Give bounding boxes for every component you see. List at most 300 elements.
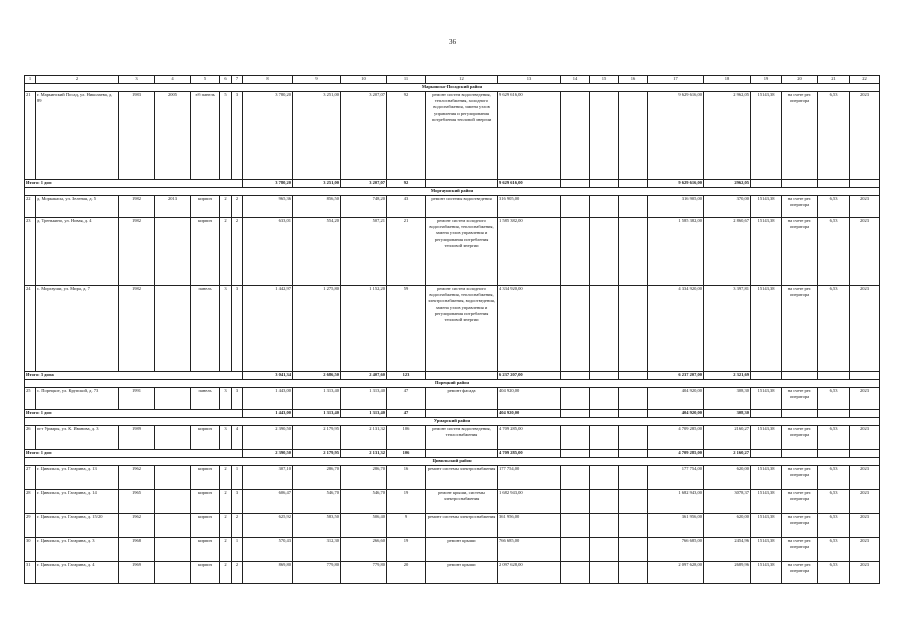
cell-c11: 16 [387,466,426,490]
cell-addr: г. Цивильск, ул. Гагарина, д. 3 [36,538,119,562]
cell-c8: 625,92 [243,514,293,538]
column-number-1: 1 [25,76,36,84]
cell-c9: 286,70 [293,466,341,490]
total-c15 [590,180,619,188]
total-label: Итого: 1 дом [25,410,243,418]
total-c12 [426,410,498,418]
cell-c3: 1962 [119,514,155,538]
cell-c4 [155,388,191,410]
district-name: Марьинско-Посадский район [25,84,880,92]
total-c12 [426,180,498,188]
table-row [25,92,880,180]
cell-c5: кирпич [191,562,220,584]
cell-c10: 266,60 [341,538,387,562]
total-c22 [850,410,880,418]
cell-c8: 3 780,20 [243,92,293,180]
total-c8: 2 390,50 [243,450,293,458]
column-number-10: 10 [341,76,387,84]
cell-c4 [155,514,191,538]
cell-n: 25 [25,388,36,410]
total-c17: 9 629 616,00 [648,180,704,188]
cell-c4 [155,286,191,372]
cell-c19: 15143,38 [751,286,782,372]
cell-c22: 2023 [850,196,880,218]
cell-c7: 3 [232,92,243,180]
total-c20 [782,450,818,458]
cell-c6: 2 [220,490,232,514]
cell-c22: 2023 [850,538,880,562]
cell-c12: ремонт фасада [426,388,498,410]
cell-c16 [619,514,648,538]
district-name: Моргаушский район [25,188,880,196]
cell-c12: ремонт систем водоотведения, теплоснабжения, холодного водоснабжения, замена узлов управления и регулирования потребления тепловой энергии [426,92,498,180]
cell-c18: 370,00 [704,196,751,218]
total-label: Итого: 3 дома [25,372,243,380]
cell-c20: на счете рег. оператора [782,388,818,410]
cell-c18: 2454,96 [704,538,751,562]
cell-c19: 15143,38 [751,562,782,584]
cell-c9: 1 275,80 [293,286,341,372]
cell-c4 [155,562,191,584]
total-c17: 4 709 285,00 [648,450,704,458]
cell-c4: 2005 [155,92,191,180]
cell-c3: 1989 [119,426,155,450]
cell-c21: 6,53 [818,562,850,584]
cell-c21: 6,53 [818,388,850,410]
cell-n: 26 [25,426,36,450]
total-c9: 2 686,50 [293,372,341,380]
cell-c20: на счете рег. оператора [782,490,818,514]
cell-addr: д. Моркакасы, ул. Зеленая, д. 5 [36,196,119,218]
total-c13: 6 237 207,00 [498,372,561,380]
cell-c17: 2 097 628,00 [648,562,704,584]
cell-c9: 546,70 [293,490,341,514]
cell-c9: 3 251,00 [293,92,341,180]
total-c17: 404 920,00 [648,410,704,418]
cell-c9: 1 313,40 [293,388,341,410]
cell-c11: 20 [387,562,426,584]
cell-c9: 583,50 [293,514,341,538]
total-c14 [561,450,590,458]
cell-c4: 2013 [155,196,191,218]
cell-c13: 4 709 285,00 [498,426,561,450]
total-c22 [850,372,880,380]
table-row [25,218,880,286]
cell-c22: 2023 [850,426,880,450]
total-label: Итого: 1 дом [25,450,243,458]
cell-c15 [590,196,619,218]
cell-addr: с. Моргауши, ул. Мира, д. 7 [36,286,119,372]
cell-c13: 766 685,00 [498,538,561,562]
cell-c5: панель [191,388,220,410]
total-c15 [590,372,619,380]
cell-c18: 308,30 [704,388,751,410]
cell-c18: 3078,37 [704,490,751,514]
cell-c5: кирпич [191,218,220,286]
cell-c21: 6,53 [818,218,850,286]
cell-c22: 2023 [850,92,880,180]
column-number-16: 16 [619,76,648,84]
cell-c6: 3 [220,426,232,450]
cell-c6: 2 [220,466,232,490]
total-c10: 1 313,40 [341,410,387,418]
total-label: Итого: 1 дом [25,180,243,188]
cell-c7: 2 [232,218,243,286]
cell-c20: на счете рег. оператора [782,218,818,286]
cell-c10: 779,80 [341,562,387,584]
cell-c17: 1 682 943,00 [648,490,704,514]
cell-c21: 6,53 [818,490,850,514]
total-c13: 9 629 616,00 [498,180,561,188]
cell-c19: 15143,38 [751,490,782,514]
cell-c12: ремонт систем холодного водоснабжения, теплоснабжения, электроснабжения, водоотведения, замена узлов управления и регулирования потребления тепловой энергии [426,286,498,372]
cell-c20: на счете рег. оператора [782,562,818,584]
cell-c21: 6,53 [818,466,850,490]
total-c20 [782,410,818,418]
cell-c7: 2 [232,514,243,538]
column-number-7: 7 [232,76,243,84]
cell-c10: 1 313,40 [341,388,387,410]
cell-n: 22 [25,196,36,218]
cell-c10: 3 207,07 [341,92,387,180]
district-header-row [25,380,880,388]
cell-c5: кирпич [191,196,220,218]
cell-c13: 9 629 616,00 [498,92,561,180]
cell-c5: кирпич [191,514,220,538]
cell-c8: 307,10 [243,466,293,490]
total-c17: 6 237 207,00 [648,372,704,380]
cell-c3: 1968 [119,538,155,562]
cell-c11: 21 [387,218,426,286]
cell-c10: 506,40 [341,514,387,538]
cell-c8: 1 443,00 [243,388,293,410]
table-row [25,490,880,514]
cell-c7: 1 [232,538,243,562]
column-number-6: 6 [220,76,232,84]
column-number-20: 20 [782,76,818,84]
cell-c3: 1983 [119,92,155,180]
cell-c17: 4 334 920,00 [648,286,704,372]
cell-c21: 6,53 [818,286,850,372]
cell-c19: 15143,38 [751,92,782,180]
cell-c7: 3 [232,388,243,410]
cell-c15 [590,218,619,286]
cell-c12: ремонт систем водоотведения, теплоснабжения [426,426,498,450]
cell-addr: г. Цивильск, ул. Гагарина, д. 15/20 [36,514,119,538]
cell-c22: 2023 [850,286,880,372]
total-c11: 106 [387,450,426,458]
cell-c11: 43 [387,196,426,218]
cell-c18: 2 962,05 [704,92,751,180]
table-row [25,196,880,218]
cell-c10: 546,70 [341,490,387,514]
cell-c11: 9 [387,514,426,538]
district-total-row [25,372,880,380]
cell-c10: 507,21 [341,218,387,286]
cell-addr: г. Цивильск, ул. Гагарина, д. 4 [36,562,119,584]
total-c16 [619,410,648,418]
cell-c18: 620,00 [704,466,751,490]
cell-c14 [561,426,590,450]
cell-c5: кирпич [191,426,220,450]
cell-c3: 1991 [119,388,155,410]
cell-c19: 15143,38 [751,426,782,450]
cell-c13: 2 097 628,00 [498,562,561,584]
cell-c17: 177 754,00 [648,466,704,490]
total-c22 [850,450,880,458]
cell-c6: 2 [220,514,232,538]
cell-c11: 19 [387,538,426,562]
cell-c6: 2 [220,196,232,218]
cell-c15 [590,514,619,538]
cell-c14 [561,490,590,514]
cell-c12: ремонт системы водоотведения [426,196,498,218]
cell-c6: 2 [220,218,232,286]
total-c18: 2962,05 [704,180,751,188]
cell-c5: кирпич [191,466,220,490]
total-c12 [426,450,498,458]
cell-c15 [590,466,619,490]
cell-c15 [590,388,619,410]
cell-c8: 965,36 [243,196,293,218]
total-c8: 3 041,34 [243,372,293,380]
total-c16 [619,180,648,188]
column-number-12: 12 [426,76,498,84]
cell-c7: 3 [232,490,243,514]
total-c15 [590,450,619,458]
cell-n: 30 [25,538,36,562]
cell-c8: 570,43 [243,538,293,562]
cell-c14 [561,286,590,372]
total-c16 [619,450,648,458]
total-c20 [782,372,818,380]
district-header-row [25,458,880,466]
cell-c8: 633,01 [243,218,293,286]
cell-c13: 177 754,00 [498,466,561,490]
cell-c13: 1 682 943,00 [498,490,561,514]
cell-c9: 779,80 [293,562,341,584]
cell-c21: 6,53 [818,92,850,180]
district-name: Цивильский район [25,458,880,466]
district-total-row [25,410,880,418]
cell-c6: 2 [220,538,232,562]
cell-c18: 3 397,81 [704,286,751,372]
cell-c14 [561,514,590,538]
cell-c19: 15143,38 [751,466,782,490]
cell-c7: 2 [232,562,243,584]
cell-c22: 2023 [850,514,880,538]
cell-c22: 2023 [850,490,880,514]
cell-c19: 15143,38 [751,388,782,410]
table-row [25,388,880,410]
cell-c19: 15143,38 [751,218,782,286]
cell-c17: 316 905,00 [648,196,704,218]
cell-c15 [590,92,619,180]
column-number-4: 4 [155,76,191,84]
column-number-19: 19 [751,76,782,84]
cell-c17: 4 709 285,00 [648,426,704,450]
cell-c12: ремонт крыши [426,538,498,562]
cell-c15 [590,490,619,514]
total-c14 [561,180,590,188]
cell-c22: 2023 [850,388,880,410]
cell-c16 [619,426,648,450]
cell-c16 [619,196,648,218]
cell-c8: 869,80 [243,562,293,584]
total-c15 [590,410,619,418]
cell-n: 21 [25,92,36,180]
cell-n: 28 [25,490,36,514]
column-number-13: 13 [498,76,561,84]
cell-c4 [155,490,191,514]
cell-c8: 606,47 [243,490,293,514]
total-c22 [850,180,880,188]
cell-c4 [155,538,191,562]
cell-n: 24 [25,286,36,372]
table-row [25,286,880,372]
table-row [25,538,880,562]
cell-c6: 3 [220,286,232,372]
cell-addr: пгт Урмары, ул. К. Иванова, д. 3 [36,426,119,450]
cell-addr: г. Цивильск, ул. Гагарина, д. 13 [36,466,119,490]
total-c18: 308,30 [704,410,751,418]
district-name: Урмарский район [25,418,880,426]
cell-c17: 9 629 616,00 [648,92,704,180]
cell-c16 [619,466,648,490]
district-header-row [25,188,880,196]
cell-c16 [619,538,648,562]
cell-c20: на счете рег. оператора [782,92,818,180]
cell-c10: 748,20 [341,196,387,218]
cell-c17: 361 956,00 [648,514,704,538]
cell-c4 [155,426,191,450]
cell-c18: 620,00 [704,514,751,538]
column-number-row [25,76,880,84]
capital-repair-register-table [24,75,880,584]
cell-c21: 6,53 [818,196,850,218]
cell-c11: 92 [387,92,426,180]
cell-c12: ремонт крыши [426,562,498,584]
cell-addr: с. Порецкое, ул. Крупской, д. 73 [36,388,119,410]
cell-c20: на счете рег. оператора [782,514,818,538]
total-c11: 92 [387,180,426,188]
total-c21 [818,372,850,380]
cell-c11: 59 [387,286,426,372]
cell-c12: ремонт системы электроснабжения [426,514,498,538]
cell-c21: 6,53 [818,538,850,562]
cell-c11: 19 [387,490,426,514]
total-c9: 2 179,95 [293,450,341,458]
cell-c3: 1962 [119,466,155,490]
cell-c3: 1982 [119,286,155,372]
cell-c14 [561,388,590,410]
cell-c14 [561,538,590,562]
cell-c15 [590,538,619,562]
cell-c5: панель [191,286,220,372]
cell-c14 [561,218,590,286]
cell-n: 27 [25,466,36,490]
cell-c20: на счете рег. оператора [782,538,818,562]
column-number-9: 9 [293,76,341,84]
cell-c5: кирпич [191,490,220,514]
total-c20 [782,180,818,188]
total-c11: 123 [387,372,426,380]
cell-c11: 47 [387,388,426,410]
column-number-14: 14 [561,76,590,84]
cell-c16 [619,286,648,372]
cell-c14 [561,196,590,218]
total-c18: 2 160,27 [704,450,751,458]
cell-c21: 6,53 [818,514,850,538]
cell-c8: 1 442,97 [243,286,293,372]
cell-c16 [619,388,648,410]
cell-c3: 1969 [119,562,155,584]
cell-n: 29 [25,514,36,538]
cell-c15 [590,286,619,372]
cell-c16 [619,490,648,514]
cell-c13: 404 920,00 [498,388,561,410]
cell-c9: 554,20 [293,218,341,286]
cell-addr: г. Марьинский Посад, ул. Николаева, д. 89 [36,92,119,180]
cell-c7: 1 [232,466,243,490]
cell-c22: 2023 [850,218,880,286]
cell-c12: ремонт систем холодного водоснабжения, теплоснабжения, замена узлов управления и регулирования потребления тепловой энергии [426,218,498,286]
cell-c9: 2 179,95 [293,426,341,450]
total-c19 [751,410,782,418]
column-number-22: 22 [850,76,880,84]
cell-c12: ремонт системы электроснабжения [426,466,498,490]
cell-c14 [561,92,590,180]
cell-c16 [619,562,648,584]
cell-c3: 1965 [119,490,155,514]
cell-c7: 2 [232,196,243,218]
cell-c17: 404 920,00 [648,388,704,410]
total-c21 [818,180,850,188]
cell-c15 [590,426,619,450]
column-number-5: 5 [191,76,220,84]
cell-c11: 106 [387,426,426,450]
column-number-17: 17 [648,76,704,84]
cell-c6: 5 [220,92,232,180]
cell-c10: 286,70 [341,466,387,490]
total-c21 [818,410,850,418]
total-c10: 2 407,60 [341,372,387,380]
page-number: 36 [449,38,456,46]
table-row [25,562,880,584]
cell-c20: на счете рег. оператора [782,466,818,490]
cell-c13: 361 956,00 [498,514,561,538]
cell-n: 31 [25,562,36,584]
cell-c10: 2 131,32 [341,426,387,450]
cell-c22: 2023 [850,466,880,490]
cell-c14 [561,562,590,584]
cell-c5: з/б панель [191,92,220,180]
cell-c22: 2023 [850,562,880,584]
cell-c20: на счете рег. оператора [782,196,818,218]
total-c18: 2 321,69 [704,372,751,380]
cell-addr: г. Цивильск, ул. Гагарина, д. 14 [36,490,119,514]
district-total-row [25,450,880,458]
cell-c7: 3 [232,286,243,372]
total-c10: 2 131,32 [341,450,387,458]
cell-c9: 312,30 [293,538,341,562]
cell-c16 [619,92,648,180]
total-c16 [619,372,648,380]
cell-c19: 15143,38 [751,196,782,218]
cell-c17: 1 585 382,00 [648,218,704,286]
table-row [25,466,880,490]
cell-c20: на счете рег. оператора [782,286,818,372]
